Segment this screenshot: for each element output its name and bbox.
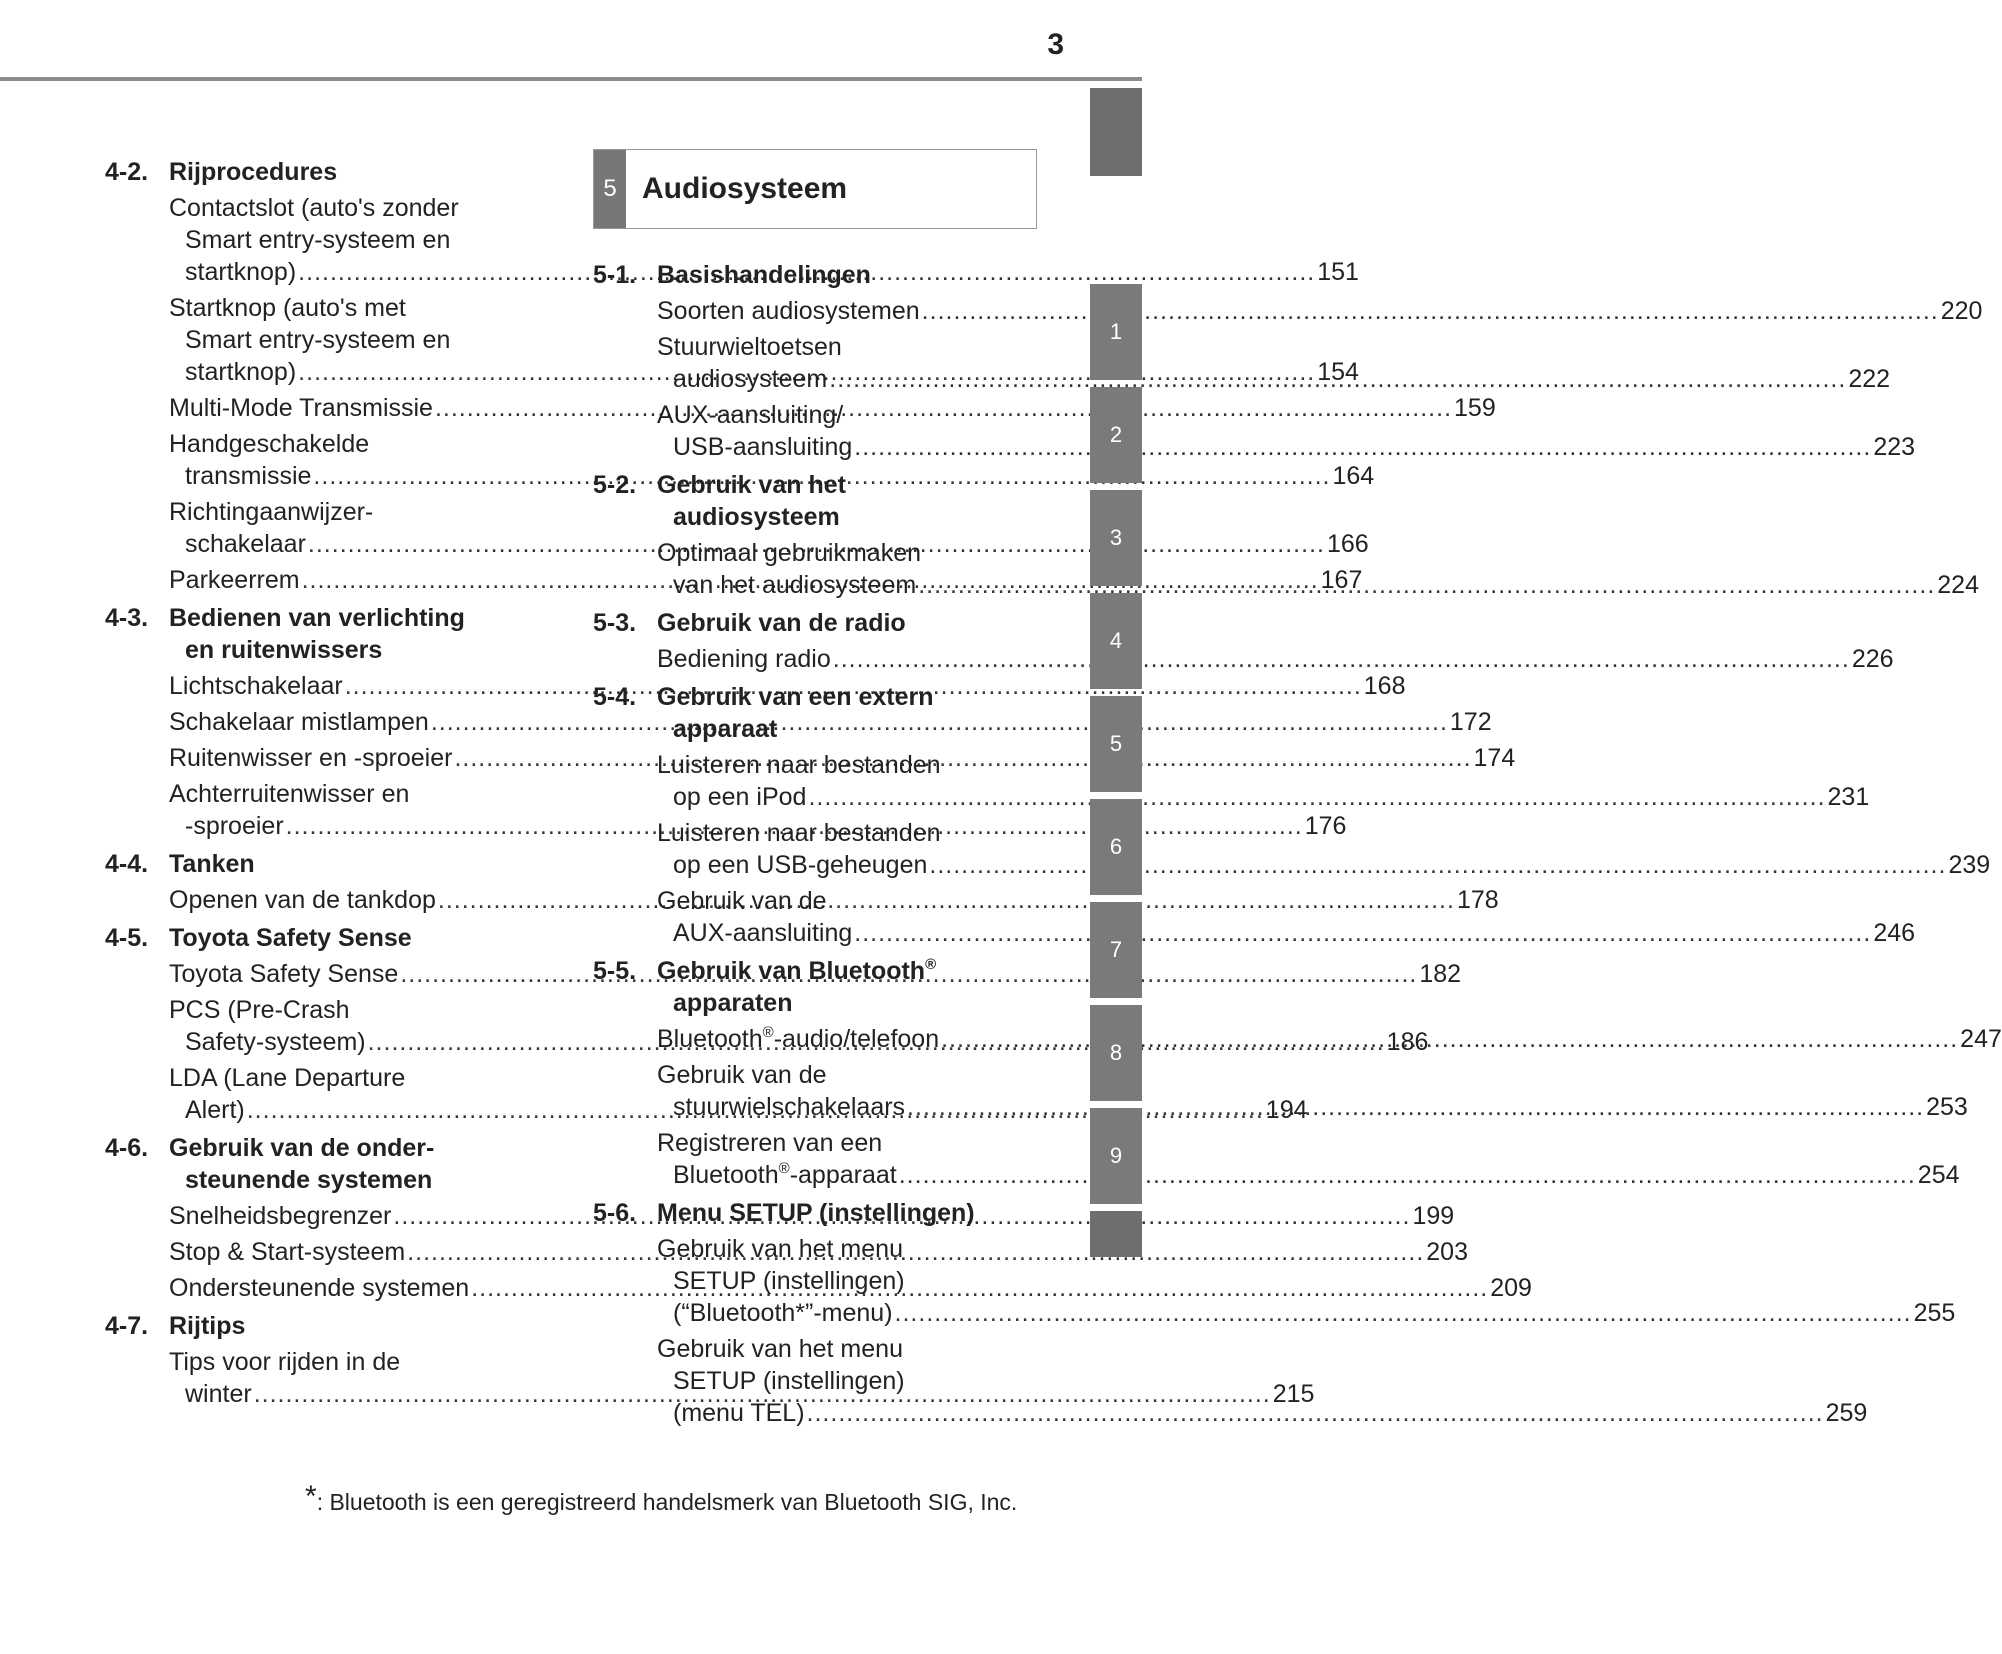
toc-page-number: 194 [1265, 1096, 1308, 1124]
toc-page-number: 178 [1456, 886, 1499, 914]
toc-entry-text: Smart entry-systeem en [185, 226, 451, 254]
toc-entry-text: Openen van de tankdop [169, 886, 436, 914]
section-number: 4-4. [105, 850, 149, 878]
toc-entry-text: Parkeerrem [169, 566, 300, 594]
dot-leader [807, 1399, 1824, 1427]
toc-page-number: 220 [1940, 297, 1983, 325]
chapter-title: Audiosysteem [642, 172, 848, 205]
toc-entry-text: op een USB-geheugen [673, 851, 928, 879]
toc-page-number: 172 [1449, 708, 1492, 736]
section-title: Basishandelingen [657, 261, 871, 289]
chapter-tab-4[interactable]: 4 [1090, 593, 1142, 689]
toc-entry-text: Gebruik van de [657, 1061, 827, 1089]
toc-entry-text: Startknop (auto's met [169, 294, 406, 322]
chapter-tab-blank[interactable] [1090, 88, 1142, 176]
section-heading [593, 1197, 1023, 1229]
section-heading [105, 848, 535, 880]
toc-entry[interactable] [657, 1127, 1960, 1191]
toc-entry-text: Gebruik van het menu [657, 1235, 903, 1263]
toc-entry-text: schakelaar [185, 530, 306, 558]
dot-leader [833, 643, 1850, 675]
toc-entry-text: Handgeschakelde [169, 430, 370, 458]
section-title: Tanken [169, 850, 255, 878]
toc-entry-text: Smart entry-systeem en [185, 326, 451, 354]
toc-entry-text: AUX-aansluiting [673, 919, 853, 947]
toc-entry-text: SETUP (instellingen) [673, 1267, 905, 1295]
toc-page-number: 247 [1960, 1025, 2002, 1053]
toc-entry-text: Registreren van een [657, 1129, 883, 1157]
chapter-tab-1[interactable]: 1 [1090, 284, 1142, 380]
toc-page-number: 182 [1419, 960, 1462, 988]
toc-page-number: 215 [1272, 1380, 1315, 1408]
toc-page-number: 174 [1473, 744, 1516, 772]
toc-entry-text: PCS (Pre-Crash [169, 996, 350, 1024]
toc-entry-text: Schakelaar mistlampen [169, 708, 429, 736]
toc-page-number: 259 [1825, 1399, 1868, 1427]
dot-leader [895, 1299, 1912, 1327]
section-heading [593, 955, 1023, 1019]
header-rule [0, 77, 1142, 81]
section-number: 4-3. [105, 604, 149, 632]
toc-page-number: 246 [1873, 919, 1916, 947]
toc-entry-text: SETUP (instellingen) [673, 1367, 905, 1395]
chapter-number: 5 [594, 150, 626, 228]
toc-entry-text: Alert) [185, 1096, 245, 1124]
toc-entry-text: Tips voor rijden in de [169, 1348, 401, 1376]
toc-entry-text: (“Bluetooth*”-menu) [673, 1299, 893, 1327]
section-heading [105, 1310, 535, 1342]
toc-entry-text: Richtingaanwijzer- [169, 498, 374, 526]
section-title: Rijtips [169, 1312, 246, 1340]
toc-page-number: 186 [1386, 1028, 1429, 1056]
toc-entry-text: LDA (Lane Departure [169, 1064, 406, 1092]
dot-leader [899, 1161, 1916, 1189]
section-heading [105, 1132, 535, 1196]
toc-entry-text: Luisteren naar bestanden [657, 751, 941, 779]
toc-entry-text: Safety-systeem) [185, 1028, 366, 1056]
toc-page-number: 254 [1917, 1161, 1960, 1189]
section-heading [593, 259, 1023, 291]
toc-page-number: 164 [1332, 462, 1375, 490]
toc-entry-text: Stuurwieltoetsen [657, 333, 842, 361]
toc-page-number: 253 [1926, 1093, 1968, 1121]
section-number: 4-2. [105, 158, 149, 186]
toc-entry-text: Ruitenwisser en -sproeier [169, 744, 453, 772]
chapter-heading [593, 149, 1037, 229]
dot-leader [854, 433, 1871, 461]
toc-page-number: 176 [1304, 812, 1347, 840]
toc-entry-text: winter [185, 1380, 252, 1408]
section-heading [593, 607, 1023, 639]
toc-entry-text: -sproeier [185, 812, 284, 840]
section-heading [593, 681, 1023, 745]
section-number: 4-7. [105, 1312, 149, 1340]
toc-entry-text: Luisteren naar bestanden [657, 819, 941, 847]
dot-leader [922, 295, 1939, 327]
footnote-text: : Bluetooth is een geregistreerd handelsmerk van Bluetooth SIG, Inc. [316, 1489, 1018, 1515]
chapter-tab-5[interactable]: 5 [1090, 696, 1142, 792]
dot-leader [829, 365, 1846, 393]
toc-entry-text: Optimaal gebruikmaken [657, 539, 922, 567]
toc-entry-text: Snelheidsbegrenzer [169, 1202, 392, 1230]
toc-page-number: 209 [1490, 1274, 1532, 1302]
toc-page-number: 231 [1827, 783, 1870, 811]
toc-entry-text: Achterruitenwisser en [169, 780, 410, 808]
section-heading [593, 469, 1023, 533]
section-title: Gebruik van een extern apparaat [657, 683, 934, 743]
toc-page-number: 255 [1913, 1299, 1956, 1327]
section-number: 5-5. [593, 957, 637, 985]
toc-entry-text: AUX-aansluiting/ [657, 401, 844, 429]
toc-page-number: 226 [1851, 645, 1894, 673]
toc-page-number: 159 [1454, 394, 1496, 422]
section-title: Toyota Safety Sense [169, 924, 412, 952]
toc-entry-text: Ondersteunende systemen [169, 1274, 470, 1302]
chapter-tab-blank[interactable] [1090, 1211, 1142, 1257]
dot-leader [907, 1093, 1924, 1121]
section-title: Menu SETUP (instellingen) [657, 1199, 975, 1227]
toc-entry-text: transmissie [185, 462, 312, 490]
toc-page-number: 154 [1317, 358, 1359, 386]
section-number: 5-6. [593, 1199, 637, 1227]
chapter-tab-7[interactable]: 7 [1090, 902, 1142, 998]
section-heading [105, 602, 535, 666]
toc-entry-text: van het audiosysteem [673, 571, 917, 599]
toc-page-number: 203 [1426, 1238, 1468, 1266]
toc-entry-text: Toyota Safety Sense [169, 960, 399, 988]
toc-entry-text: Stop & Start-systeem [169, 1238, 406, 1266]
toc-entry-text: Bluetooth®-apparaat [673, 1160, 897, 1189]
toc-entry-text: Soorten audiosystemen [657, 297, 920, 325]
section-heading [105, 922, 535, 954]
toc-entry-text: startknop) [185, 358, 297, 386]
toc-entry-text: op een iPod [673, 783, 807, 811]
toc-entry-text: Multi-Mode Transmissie [169, 394, 433, 422]
chapter-tab-9[interactable]: 9 [1090, 1108, 1142, 1204]
section-number: 5-1. [593, 261, 637, 289]
dot-leader [854, 919, 1871, 947]
section-number: 5-2. [593, 471, 637, 499]
toc-page-number: 166 [1326, 530, 1369, 558]
toc-entry-text: Bediening radio [657, 645, 831, 673]
toc-page-number: 167 [1320, 566, 1363, 594]
chapter-tab-2[interactable]: 2 [1090, 387, 1142, 483]
toc-entry-text: (menu TEL) [673, 1399, 805, 1427]
toc-entry-text: USB-aansluiting [673, 433, 853, 461]
toc-entry-text: audiosysteem [673, 365, 828, 393]
section-number: 4-6. [105, 1134, 149, 1162]
footnote-mark: * [305, 1480, 317, 1513]
page-number: 3 [1047, 28, 1064, 61]
chapter-tab-3[interactable]: 3 [1090, 490, 1142, 586]
toc-page-number: 222 [1848, 365, 1891, 393]
toc-entry-text: Gebruik van het menu [657, 1335, 903, 1363]
toc-entry-text: Lichtschakelaar [169, 672, 343, 700]
toc-page-number: 199 [1412, 1202, 1455, 1230]
section-title: Gebruik van Bluetooth® apparaten [657, 956, 937, 1017]
toc-entry-text: Contactslot (auto's zonder [169, 194, 459, 222]
toc-page-number: 151 [1317, 258, 1359, 286]
toc-page-number: 223 [1873, 433, 1916, 461]
section-title: Rijprocedures [169, 158, 338, 186]
section-heading [105, 156, 535, 188]
dot-leader [929, 851, 1946, 879]
section-title: Gebruik van de onder- steunende systemen [169, 1134, 435, 1194]
toc-page-number: 239 [1948, 851, 1991, 879]
dot-leader [918, 571, 1935, 599]
chapter-tab-8[interactable]: 8 [1090, 1005, 1142, 1101]
toc-page-number: 168 [1363, 672, 1406, 700]
dot-leader [808, 783, 1825, 811]
toc-entry[interactable] [657, 295, 1983, 327]
toc-entry-text: stuurwielschakelaars [673, 1093, 906, 1121]
section-title: Gebruik van het audiosysteem [657, 471, 846, 531]
toc-page-number: 224 [1937, 571, 1979, 599]
toc-entry-text: startknop) [185, 258, 297, 286]
toc-entry[interactable] [657, 643, 1894, 675]
section-number: 5-4. [593, 683, 637, 711]
section-number: 4-5. [105, 924, 149, 952]
section-number: 5-3. [593, 609, 637, 637]
section-title: Gebruik van de radio [657, 609, 906, 637]
toc-entry-text: Bluetooth®-audio/telefoon [657, 1024, 940, 1053]
chapter-tab-6[interactable]: 6 [1090, 799, 1142, 895]
footnote [305, 1480, 1017, 1516]
toc-entry-text: Gebruik van de [657, 887, 827, 915]
section-title: Bedienen van verlichting en ruitenwissers [169, 604, 465, 664]
